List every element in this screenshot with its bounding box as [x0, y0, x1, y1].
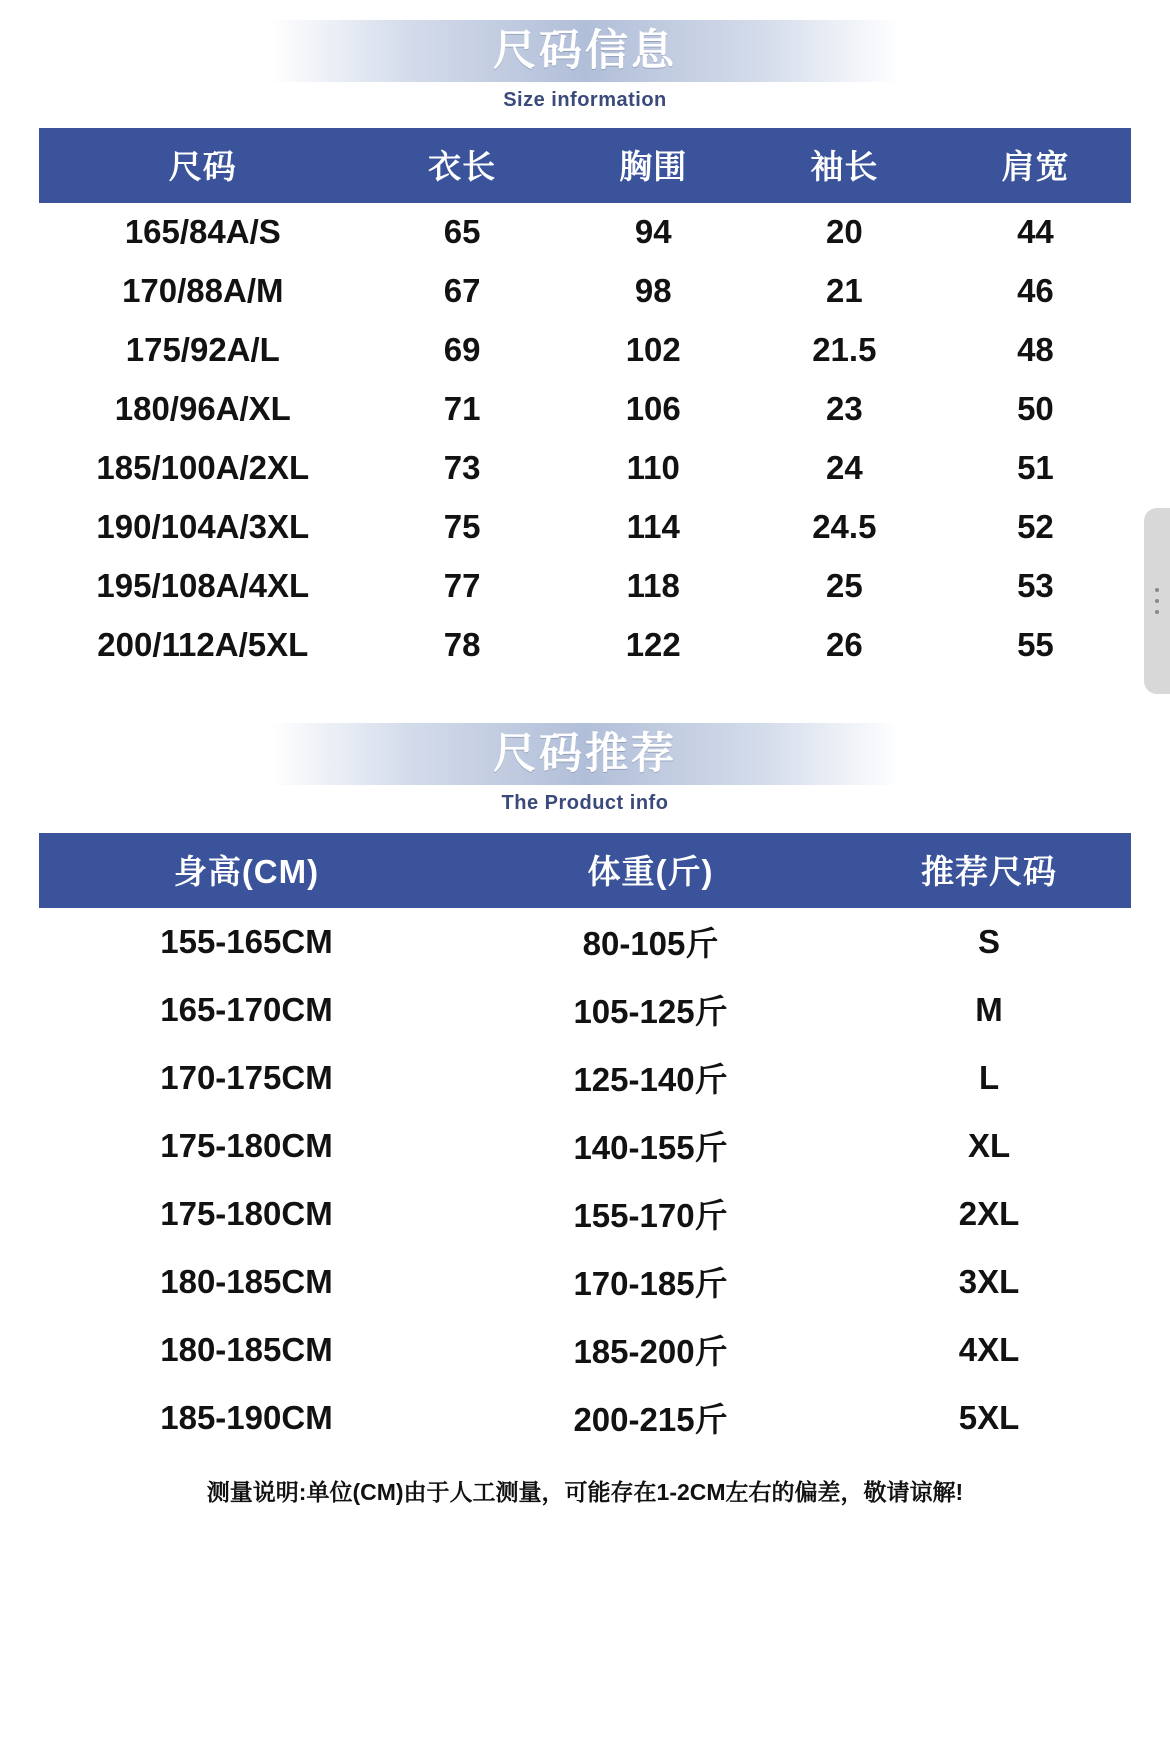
cell-bust: 118: [626, 567, 680, 604]
column-header-recommended-size: 推荐尺码: [847, 833, 1131, 908]
cell-height: 170-175CM: [160, 1058, 333, 1096]
cell-length: 73: [443, 449, 481, 486]
cell-shoulder: 51: [1017, 449, 1054, 486]
cell-shoulder: 53: [1017, 567, 1054, 604]
size-information-table: [39, 128, 1131, 675]
cell-shoulder: 48: [1017, 331, 1054, 368]
table-row: [39, 498, 1131, 557]
cell-weight: 200-215斤: [573, 1401, 728, 1438]
table-row: [39, 557, 1131, 616]
cell-size: 175/92A/L: [125, 331, 280, 368]
cell-recommended-size: L: [978, 1058, 1000, 1096]
column-header-size: 尺码: [39, 128, 367, 203]
drag-dots-icon: [1155, 588, 1159, 614]
column-header-length: 衣长: [367, 128, 558, 203]
cell-size: 185/100A/2XL: [96, 449, 310, 486]
cell-size: 165/84A/S: [124, 213, 281, 250]
cell-bust: 98: [634, 272, 672, 309]
table-row: [39, 439, 1131, 498]
cell-height: 155-165CM: [160, 922, 333, 960]
cell-size: 180/96A/XL: [114, 390, 291, 427]
column-header-sleeve: 袖长: [749, 128, 940, 203]
cell-sleeve: 24: [825, 449, 863, 486]
table-header-row: [39, 128, 1131, 203]
table-row: [39, 976, 1131, 1044]
cell-recommended-size: 3XL: [958, 1262, 1020, 1300]
cell-recommended-size: S: [978, 922, 1001, 960]
size-recommend-table: [39, 833, 1131, 1452]
cell-shoulder: 50: [1017, 390, 1054, 427]
side-drag-handle[interactable]: [1144, 508, 1170, 694]
section-title-cn: 尺码推荐: [493, 729, 677, 778]
column-header-height: 身高(CM): [39, 833, 454, 908]
cell-sleeve: 23: [825, 390, 863, 427]
cell-length: 65: [443, 213, 481, 250]
cell-bust: 110: [626, 449, 680, 486]
section-title-en: Size information: [503, 89, 667, 111]
cell-weight: 80-105斤: [582, 925, 719, 962]
cell-sleeve: 21: [825, 272, 863, 309]
column-header-weight: 体重(斤): [454, 833, 847, 908]
cell-size: 170/88A/M: [122, 272, 284, 309]
cell-height: 185-190CM: [160, 1398, 333, 1436]
cell-bust: 114: [626, 508, 680, 545]
cell-length: 71: [443, 390, 481, 427]
cell-sleeve: 26: [825, 626, 863, 663]
top-spacer: [0, 0, 1170, 20]
section-title-en: The Product info: [501, 792, 669, 814]
cell-size: 200/112A/5XL: [97, 626, 309, 663]
cell-length: 75: [443, 508, 481, 545]
measurement-note: 测量说明:单位(CM)由于人工测量，可能存在1-2CM左右的偏差，敬请谅解!: [206, 1479, 964, 1505]
table-row: [39, 1384, 1131, 1452]
section-spacer: [0, 675, 1170, 723]
column-header-bust: 胸围: [558, 128, 749, 203]
cell-weight: 140-155斤: [573, 1129, 728, 1166]
cell-recommended-size: 2XL: [958, 1194, 1020, 1232]
cell-height: 165-170CM: [160, 990, 333, 1028]
cell-height: 175-180CM: [160, 1194, 333, 1232]
table-row: [39, 321, 1131, 380]
size-information-title-block: [0, 20, 1170, 112]
cell-sleeve: 20: [825, 213, 863, 250]
column-header-shoulder: 肩宽: [940, 128, 1131, 203]
cell-recommended-size: 4XL: [958, 1330, 1020, 1368]
cell-bust: 102: [625, 331, 681, 368]
cell-weight: 155-170斤: [573, 1197, 728, 1234]
cell-size: 190/104A/3XL: [96, 508, 310, 545]
cell-bust: 106: [625, 390, 681, 427]
table-row: [39, 262, 1131, 321]
size-recommend-banner: [270, 723, 900, 785]
cell-recommended-size: XL: [967, 1126, 1011, 1164]
cell-recommended-size: M: [975, 990, 1003, 1028]
table-row: [39, 1044, 1131, 1112]
cell-shoulder: 46: [1017, 272, 1054, 309]
table-row: [39, 1112, 1131, 1180]
table-row: [39, 616, 1131, 675]
cell-length: 69: [443, 331, 481, 368]
cell-bust: 122: [625, 626, 681, 663]
cell-size: 195/108A/4XL: [96, 567, 310, 604]
cell-sleeve: 21.5: [812, 331, 877, 368]
cell-bust: 94: [634, 213, 672, 250]
cell-sleeve: 25: [825, 567, 863, 604]
cell-sleeve: 24.5: [812, 508, 877, 545]
cell-length: 77: [443, 567, 481, 604]
table-row: [39, 380, 1131, 439]
table-header-row: [39, 833, 1131, 908]
cell-recommended-size: 5XL: [958, 1398, 1020, 1436]
cell-weight: 105-125斤: [573, 993, 728, 1030]
size-information-banner: [270, 20, 900, 82]
cell-shoulder: 44: [1017, 213, 1054, 250]
table-row: [39, 203, 1131, 262]
table-row: [39, 1180, 1131, 1248]
table-row: [39, 1248, 1131, 1316]
table-row: [39, 908, 1131, 976]
section-title-cn: 尺码信息: [493, 26, 677, 75]
cell-shoulder: 52: [1017, 508, 1054, 545]
cell-weight: 125-140斤: [573, 1061, 728, 1098]
cell-height: 180-185CM: [160, 1262, 333, 1300]
cell-shoulder: 55: [1017, 626, 1054, 663]
cell-length: 78: [443, 626, 481, 663]
size-recommend-title-block: [0, 723, 1170, 815]
table-row: [39, 1316, 1131, 1384]
cell-length: 67: [443, 272, 481, 309]
cell-weight: 170-185斤: [573, 1265, 728, 1302]
cell-height: 175-180CM: [160, 1126, 333, 1164]
cell-weight: 185-200斤: [573, 1333, 728, 1370]
cell-height: 180-185CM: [160, 1330, 333, 1368]
